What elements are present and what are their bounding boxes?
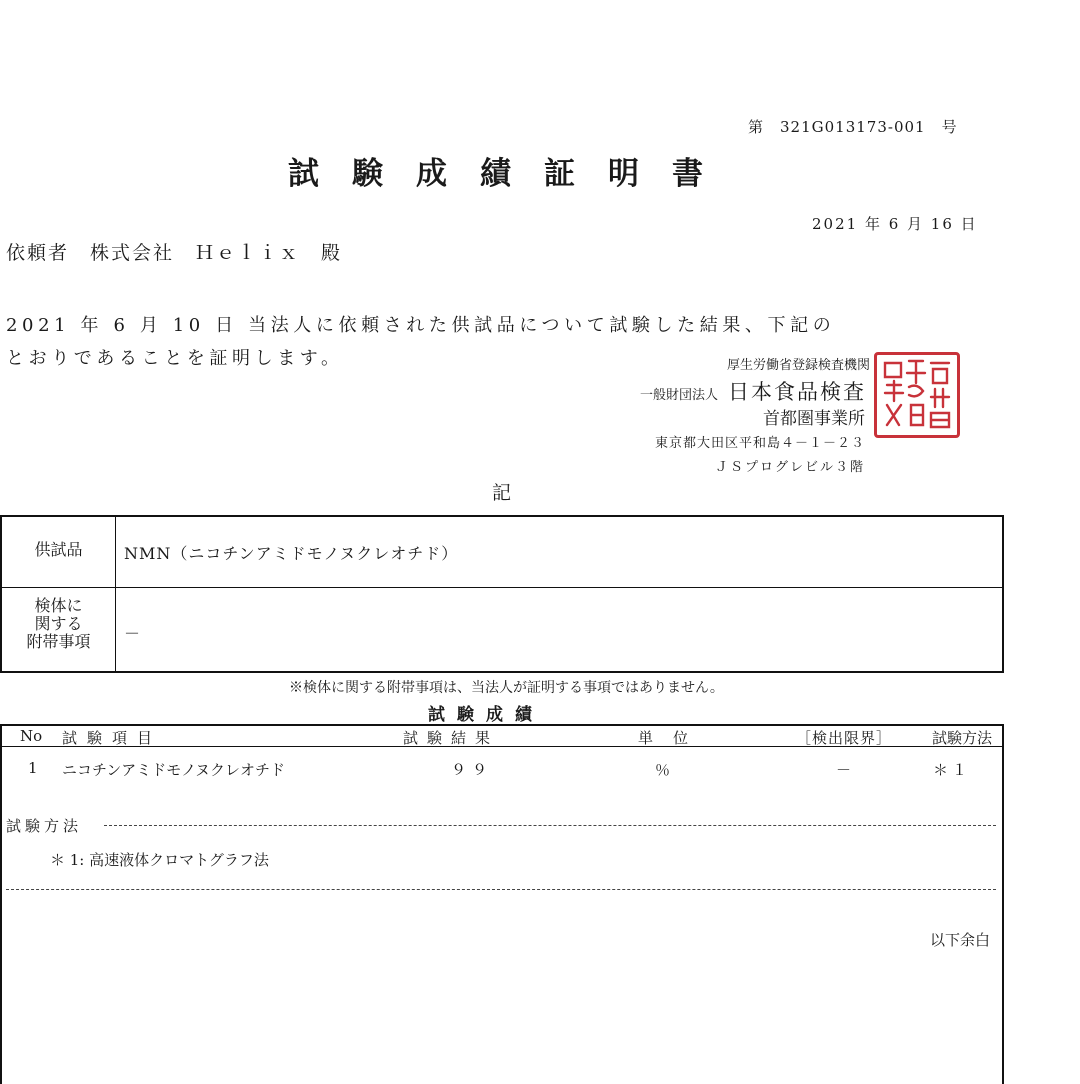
issuer-org-type: 一般財団法人 bbox=[639, 388, 718, 403]
issuer-registration: 厚生労働省登録検査機関 bbox=[726, 358, 870, 373]
dashed-divider bbox=[104, 825, 996, 826]
sample-label: 供試品 bbox=[34, 540, 83, 559]
header-limit: ［検出限界］ bbox=[796, 729, 893, 747]
issuer-name: 日本食品検査 bbox=[728, 380, 866, 404]
header-method: 試験方法 bbox=[932, 729, 993, 747]
header-unit: 単位 bbox=[638, 729, 709, 747]
results-title: 試験成績 bbox=[428, 705, 544, 725]
official-seal bbox=[874, 352, 960, 438]
row-limit: － bbox=[836, 761, 852, 779]
sample-value: NMN（ニコチンアミドモノヌクレオチド） bbox=[124, 544, 459, 563]
header-no: No bbox=[20, 727, 43, 745]
row-no: 1 bbox=[28, 759, 38, 777]
method-item: ＊ 1: 高速液体クロマトグラフ法 bbox=[50, 851, 269, 869]
specimen-label-line: 関する bbox=[34, 614, 83, 633]
document-title: 試験成績証明書 bbox=[288, 156, 736, 192]
methods-label: 試験方法 bbox=[6, 817, 83, 835]
issuer-branch: 首都圏事業所 bbox=[763, 409, 865, 429]
row-method: ＊１ bbox=[933, 761, 972, 779]
table-divider bbox=[2, 587, 1002, 588]
issuer-address-line-1: 東京都大田区平和島４－１－２３ bbox=[654, 436, 865, 451]
row-item: ニコチンアミドモノヌクレオチド bbox=[62, 761, 286, 779]
issue-date: 2021 年 6 月 16 日 bbox=[812, 215, 978, 233]
row-result: ９９ bbox=[451, 761, 494, 779]
row-unit: ％ bbox=[655, 761, 671, 779]
specimen-label-line: 附帯事項 bbox=[26, 632, 91, 651]
requester-line: 依頼者 株式会社 Ｈｅｌｉｘ 殿 bbox=[6, 242, 343, 264]
seal-stamp-icon bbox=[877, 355, 957, 435]
specimen-notes-label bbox=[2, 597, 115, 651]
issuer-address-line-2: ＪＳプログレビル３階 bbox=[714, 460, 865, 475]
ki-mark: 記 bbox=[492, 482, 512, 504]
statement-line-2: とおりであることを証明します。 bbox=[6, 348, 344, 369]
statement-line-1: 2021 年 6 月 10 日 当法人に依頼された供試品について試験した結果、下記の bbox=[6, 315, 836, 336]
header-result: 試験結果 bbox=[403, 729, 500, 747]
specimen-notes-value: － bbox=[124, 624, 141, 643]
sample-info-table bbox=[0, 515, 1004, 673]
certificate-number: 第 321G013173-001 号 bbox=[748, 118, 958, 136]
remainder-blank-note: 以下余白 bbox=[930, 931, 991, 949]
dashed-divider bbox=[6, 889, 996, 890]
header-item: 試験項目 bbox=[62, 729, 163, 747]
disclaimer-note: ※検体に関する附帯事項は、当法人が証明する事項ではありません。 bbox=[289, 680, 724, 696]
specimen-label-line: 検体に bbox=[34, 596, 83, 615]
table-divider bbox=[115, 517, 116, 671]
